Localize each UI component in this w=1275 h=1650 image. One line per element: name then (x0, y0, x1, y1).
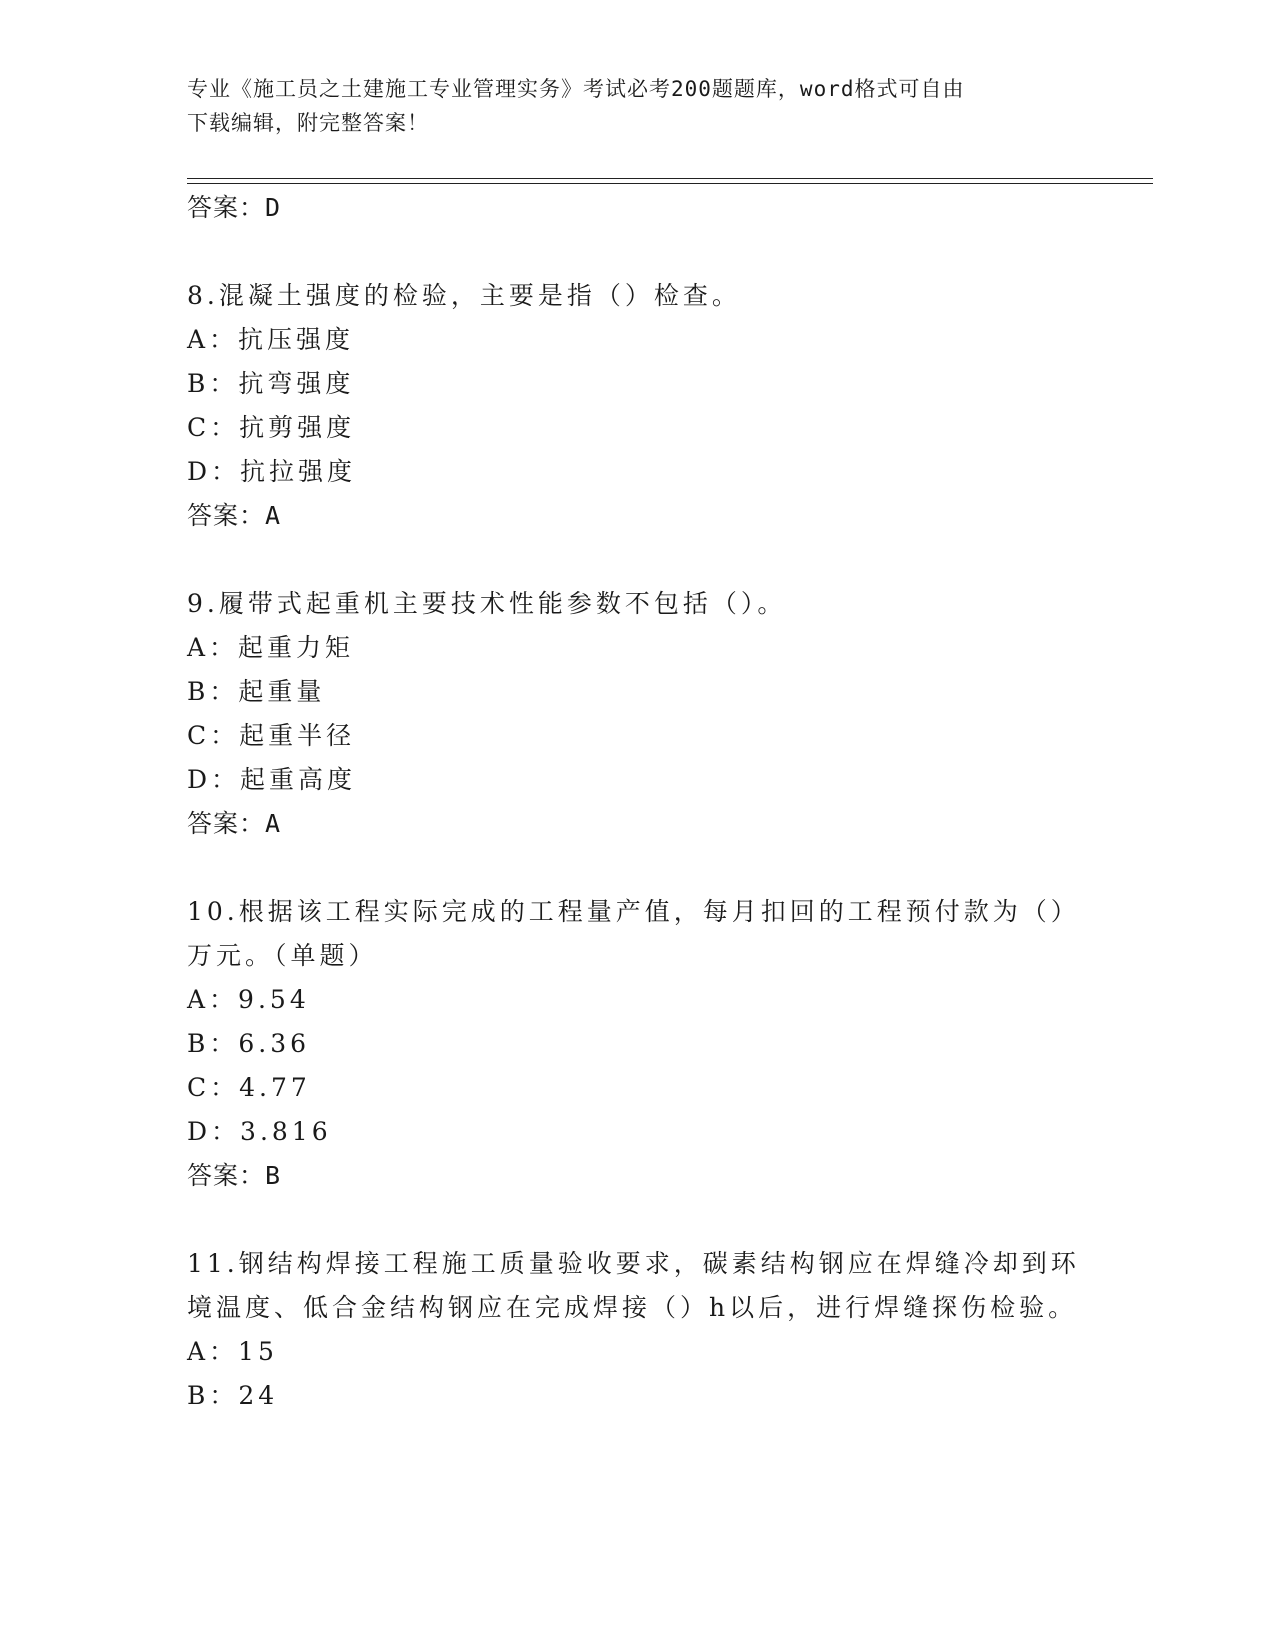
option-c: C：抗剪强度 (187, 413, 356, 442)
option-b: B：抗弯强度 (187, 369, 355, 398)
answer: 答案：A (187, 501, 282, 530)
question-stem-line-2: 万元。（单题） (187, 941, 378, 970)
option-d: D：3.816 (187, 1117, 332, 1146)
option-b: B：起重量 (187, 677, 326, 706)
answer: 答案：B (187, 1161, 282, 1190)
option-a: A：起重力矩 (187, 633, 355, 662)
option-b: B：6.36 (187, 1029, 311, 1058)
option-a: A：抗压强度 (187, 325, 355, 354)
answer: 答案：A (187, 809, 282, 838)
option-c: C：起重半径 (187, 721, 356, 750)
option-a: A：9.54 (187, 985, 310, 1014)
question-stem: 9.履带式起重机主要技术性能参数不包括（）。 (187, 589, 787, 618)
option-c: C：4.77 (187, 1073, 311, 1102)
header-divider-top (187, 178, 1153, 179)
document-header-text (187, 72, 1067, 140)
previous-answer: 答案：D (187, 193, 282, 222)
question-stem: 8.混凝土强度的检验，主要是指（）检查。 (187, 281, 741, 310)
question-stem-line-2: 境温度、低合金结构钢应在完成焊接（）h以后，进行焊缝探伤检验。 (187, 1293, 1078, 1322)
header-line-2: 下载编辑，附完整答案！ (187, 111, 429, 135)
option-d: D：起重高度 (187, 765, 357, 794)
option-b: B：24 (187, 1381, 279, 1410)
option-d: D：抗拉强度 (187, 457, 357, 486)
question-stem-line-1: 10.根据该工程实际完成的工程量产值，每月扣回的工程预付款为（） (187, 897, 1080, 926)
header-divider-bottom (187, 183, 1153, 184)
header-line-1: 专业《施工员之土建施工专业管理实务》考试必考200题题库，word格式可自由 (187, 77, 965, 101)
question-stem-line-1: 11.钢结构焊接工程施工质量验收要求，碳素结构钢应在焊缝冷却到环 (187, 1249, 1080, 1278)
option-a: A：15 (187, 1337, 278, 1366)
